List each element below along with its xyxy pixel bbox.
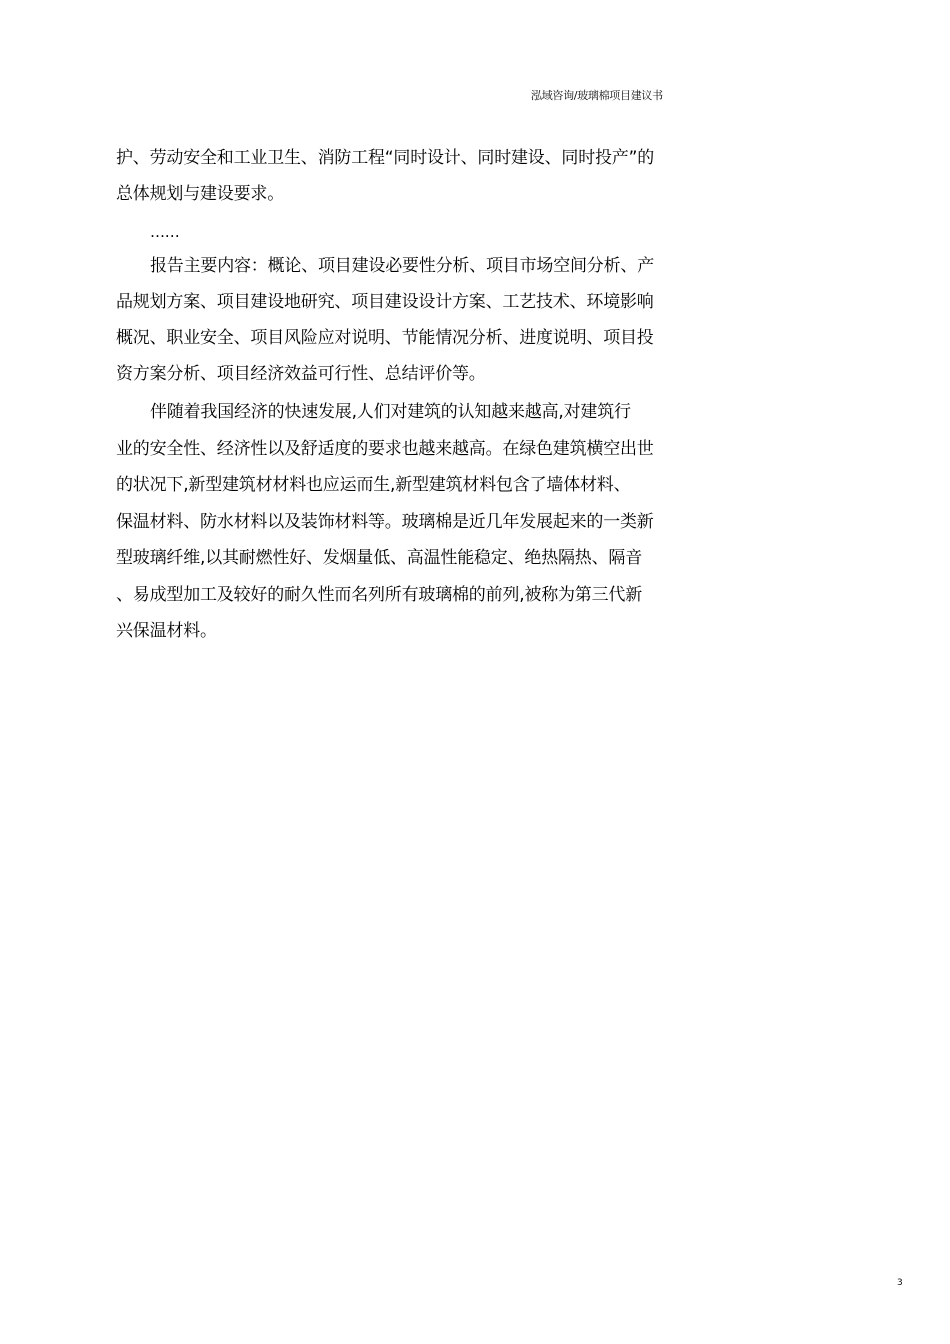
text-line: 业的安全性、经济性以及舒适度的要求也越来越高。在绿色建筑横空出世 bbox=[116, 439, 654, 459]
text-line: 兴保温材料。 bbox=[116, 621, 217, 641]
text-line: 总体规划与建设要求。 bbox=[116, 184, 284, 204]
text-line: 护、劳动安全和工业卫生、消防工程“同时设计、同时建设、同时投产”的 bbox=[116, 148, 655, 168]
text-line: 保温材料、防水材料以及装饰材料等。玻璃棉是近几年发展起来的一类新 bbox=[116, 512, 654, 532]
text-line: 概况、职业安全、项目风险应对说明、节能情况分析、进度说明、项目投 bbox=[116, 328, 654, 348]
paragraph-start: 报告主要内容：概论、项目建设必要性分析、项目市场空间分析、产 bbox=[150, 256, 654, 276]
paragraph-start: 伴随着我国经济的快速发展,人们对建筑的认知越来越高,对建筑行 bbox=[150, 402, 631, 422]
text-line: 的状况下,新型建筑材材料也应运而生,新型建筑材料包含了墙体材料、 bbox=[116, 475, 631, 495]
page-header: 泓域咨询/玻璃棉项目建议书 bbox=[531, 89, 663, 102]
page-number: 3 bbox=[897, 1278, 903, 1288]
text-line: 、易成型加工及较好的耐久性而名列所有玻璃棉的前列,被称为第三代新 bbox=[116, 585, 643, 605]
ellipsis-line: …… bbox=[150, 223, 180, 241]
text-line: 资方案分析、项目经济效益可行性、总结评价等。 bbox=[116, 364, 486, 384]
text-line: 品规划方案、项目建设地研究、项目建设设计方案、工艺技术、环境影响 bbox=[116, 292, 654, 312]
text-line: 型玻璃纤维,以其耐燃性好、发烟量低、高温性能稳定、绝热隔热、隔音 bbox=[116, 548, 643, 568]
